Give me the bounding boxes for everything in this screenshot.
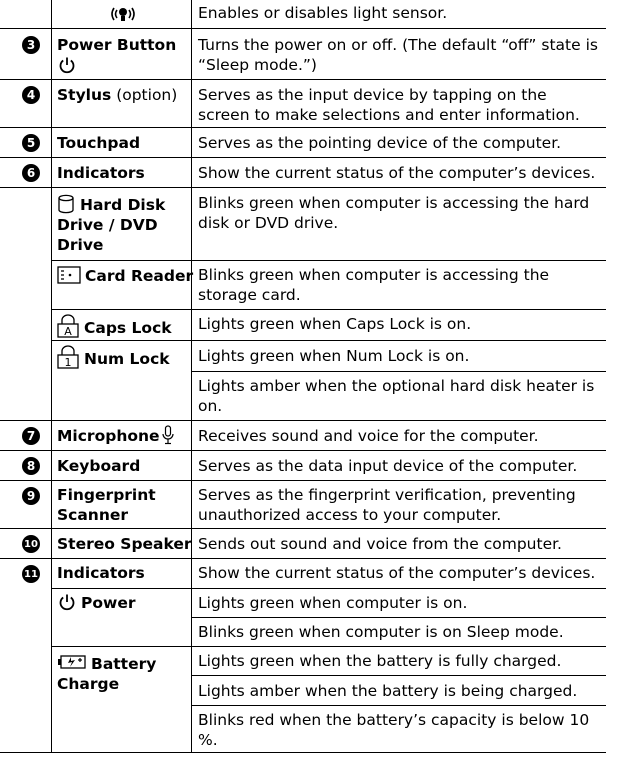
item-number-8: 8 (22, 457, 40, 475)
microphone-label: Microphone (57, 427, 160, 445)
caps-lock-description: Lights green when Caps Lock is on. (198, 315, 472, 333)
hard-disk-icon (57, 194, 75, 214)
power-led-icon (58, 593, 76, 611)
stereo-speaker-label: Stereo Speaker (57, 535, 192, 553)
item-number-10: 10 (22, 535, 40, 553)
battery-full-description: Lights green when the battery is fully charged. (198, 652, 562, 670)
fingerprint-description: Serves as the fingerprint verification, preventing unauthorized access to your computer. (198, 486, 576, 524)
touchpad-label: Touchpad (57, 134, 141, 152)
num-lock-description: Lights green when Num Lock is on. (198, 347, 470, 365)
microphone-description: Receives sound and voice for the computer. (198, 427, 539, 445)
stereo-speaker-description: Sends out sound and voice from the computer. (198, 535, 562, 553)
keyboard-description: Serves as the data input device of the computer. (198, 457, 578, 475)
power-led-sleep-description: Blinks green when computer is on Sleep mode. (198, 623, 564, 641)
touchpad-description: Serves as the pointing device of the computer. (198, 134, 562, 152)
caps-lock-label: Caps Lock (84, 319, 172, 337)
light-sensor-description: Enables or disables light sensor. (198, 4, 448, 22)
item-number-5: 5 (22, 134, 40, 152)
caps-lock-icon (57, 314, 79, 338)
num-lock-icon (57, 345, 79, 369)
item-number-11: 11 (22, 565, 40, 583)
battery-low-description: Blinks red when the battery’s capacity is below 10 %. (198, 711, 590, 749)
hdd-label-line2: Drive / DVD (57, 216, 158, 234)
battery-label-line2: Charge (57, 675, 120, 693)
fingerprint-label-line2: Scanner (57, 506, 129, 524)
item-number-3: 3 (22, 36, 40, 54)
battery-label-line1: Battery (91, 655, 157, 673)
power-led-label: Power (81, 594, 136, 612)
fingerprint-label-line1: Fingerprint (57, 486, 156, 504)
battery-charge-icon (57, 654, 87, 670)
hdd-label-line1: Hard Disk (80, 196, 166, 214)
light-sensor-icon (108, 3, 138, 25)
stylus-option-note: (option) (116, 86, 178, 104)
stylus-name: Stylus (57, 86, 112, 104)
stylus-label (57, 85, 177, 105)
indicators-label: Indicators (57, 164, 145, 182)
hdd-description: Blinks green when computer is accessing the hard disk or DVD drive. (198, 194, 590, 232)
item-number-4: 4 (22, 86, 40, 104)
battery-charging-description: Lights amber when the battery is being charged. (198, 682, 578, 700)
item-number-9: 9 (22, 487, 40, 505)
indicators-2-description: Show the current status of the computer’s devices. (198, 564, 596, 582)
caps-lock-icon-letter: A (64, 325, 72, 338)
card-reader-description: Blinks green when computer is accessing the storage card. (198, 266, 550, 304)
power-button-description: Turns the power on or off. (The default “off” state is “Sleep mode.”) (198, 36, 598, 74)
power-button-label: Power Button (57, 36, 177, 54)
card-reader-icon (57, 266, 81, 284)
indicators-description: Show the current status of the computer’s devices. (198, 164, 596, 182)
power-icon (58, 56, 76, 74)
num-lock-label: Num Lock (84, 350, 170, 368)
indicators-2-label: Indicators (57, 564, 145, 582)
item-number-6: 6 (22, 164, 40, 182)
microphone-icon (161, 425, 175, 445)
power-led-on-description: Lights green when computer is on. (198, 594, 468, 612)
num-lock-icon-digit: 1 (64, 356, 72, 369)
hdd-heater-description: Lights amber when the optional hard disk heater is on. (198, 377, 595, 415)
stylus-description: Serves as the input device by tapping on the screen to make selections and enter information. (198, 86, 580, 124)
card-reader-label: Card Reader (85, 267, 194, 285)
item-number-7: 7 (22, 427, 40, 445)
keyboard-label: Keyboard (57, 457, 141, 475)
hdd-label-line3: Drive (57, 236, 104, 254)
